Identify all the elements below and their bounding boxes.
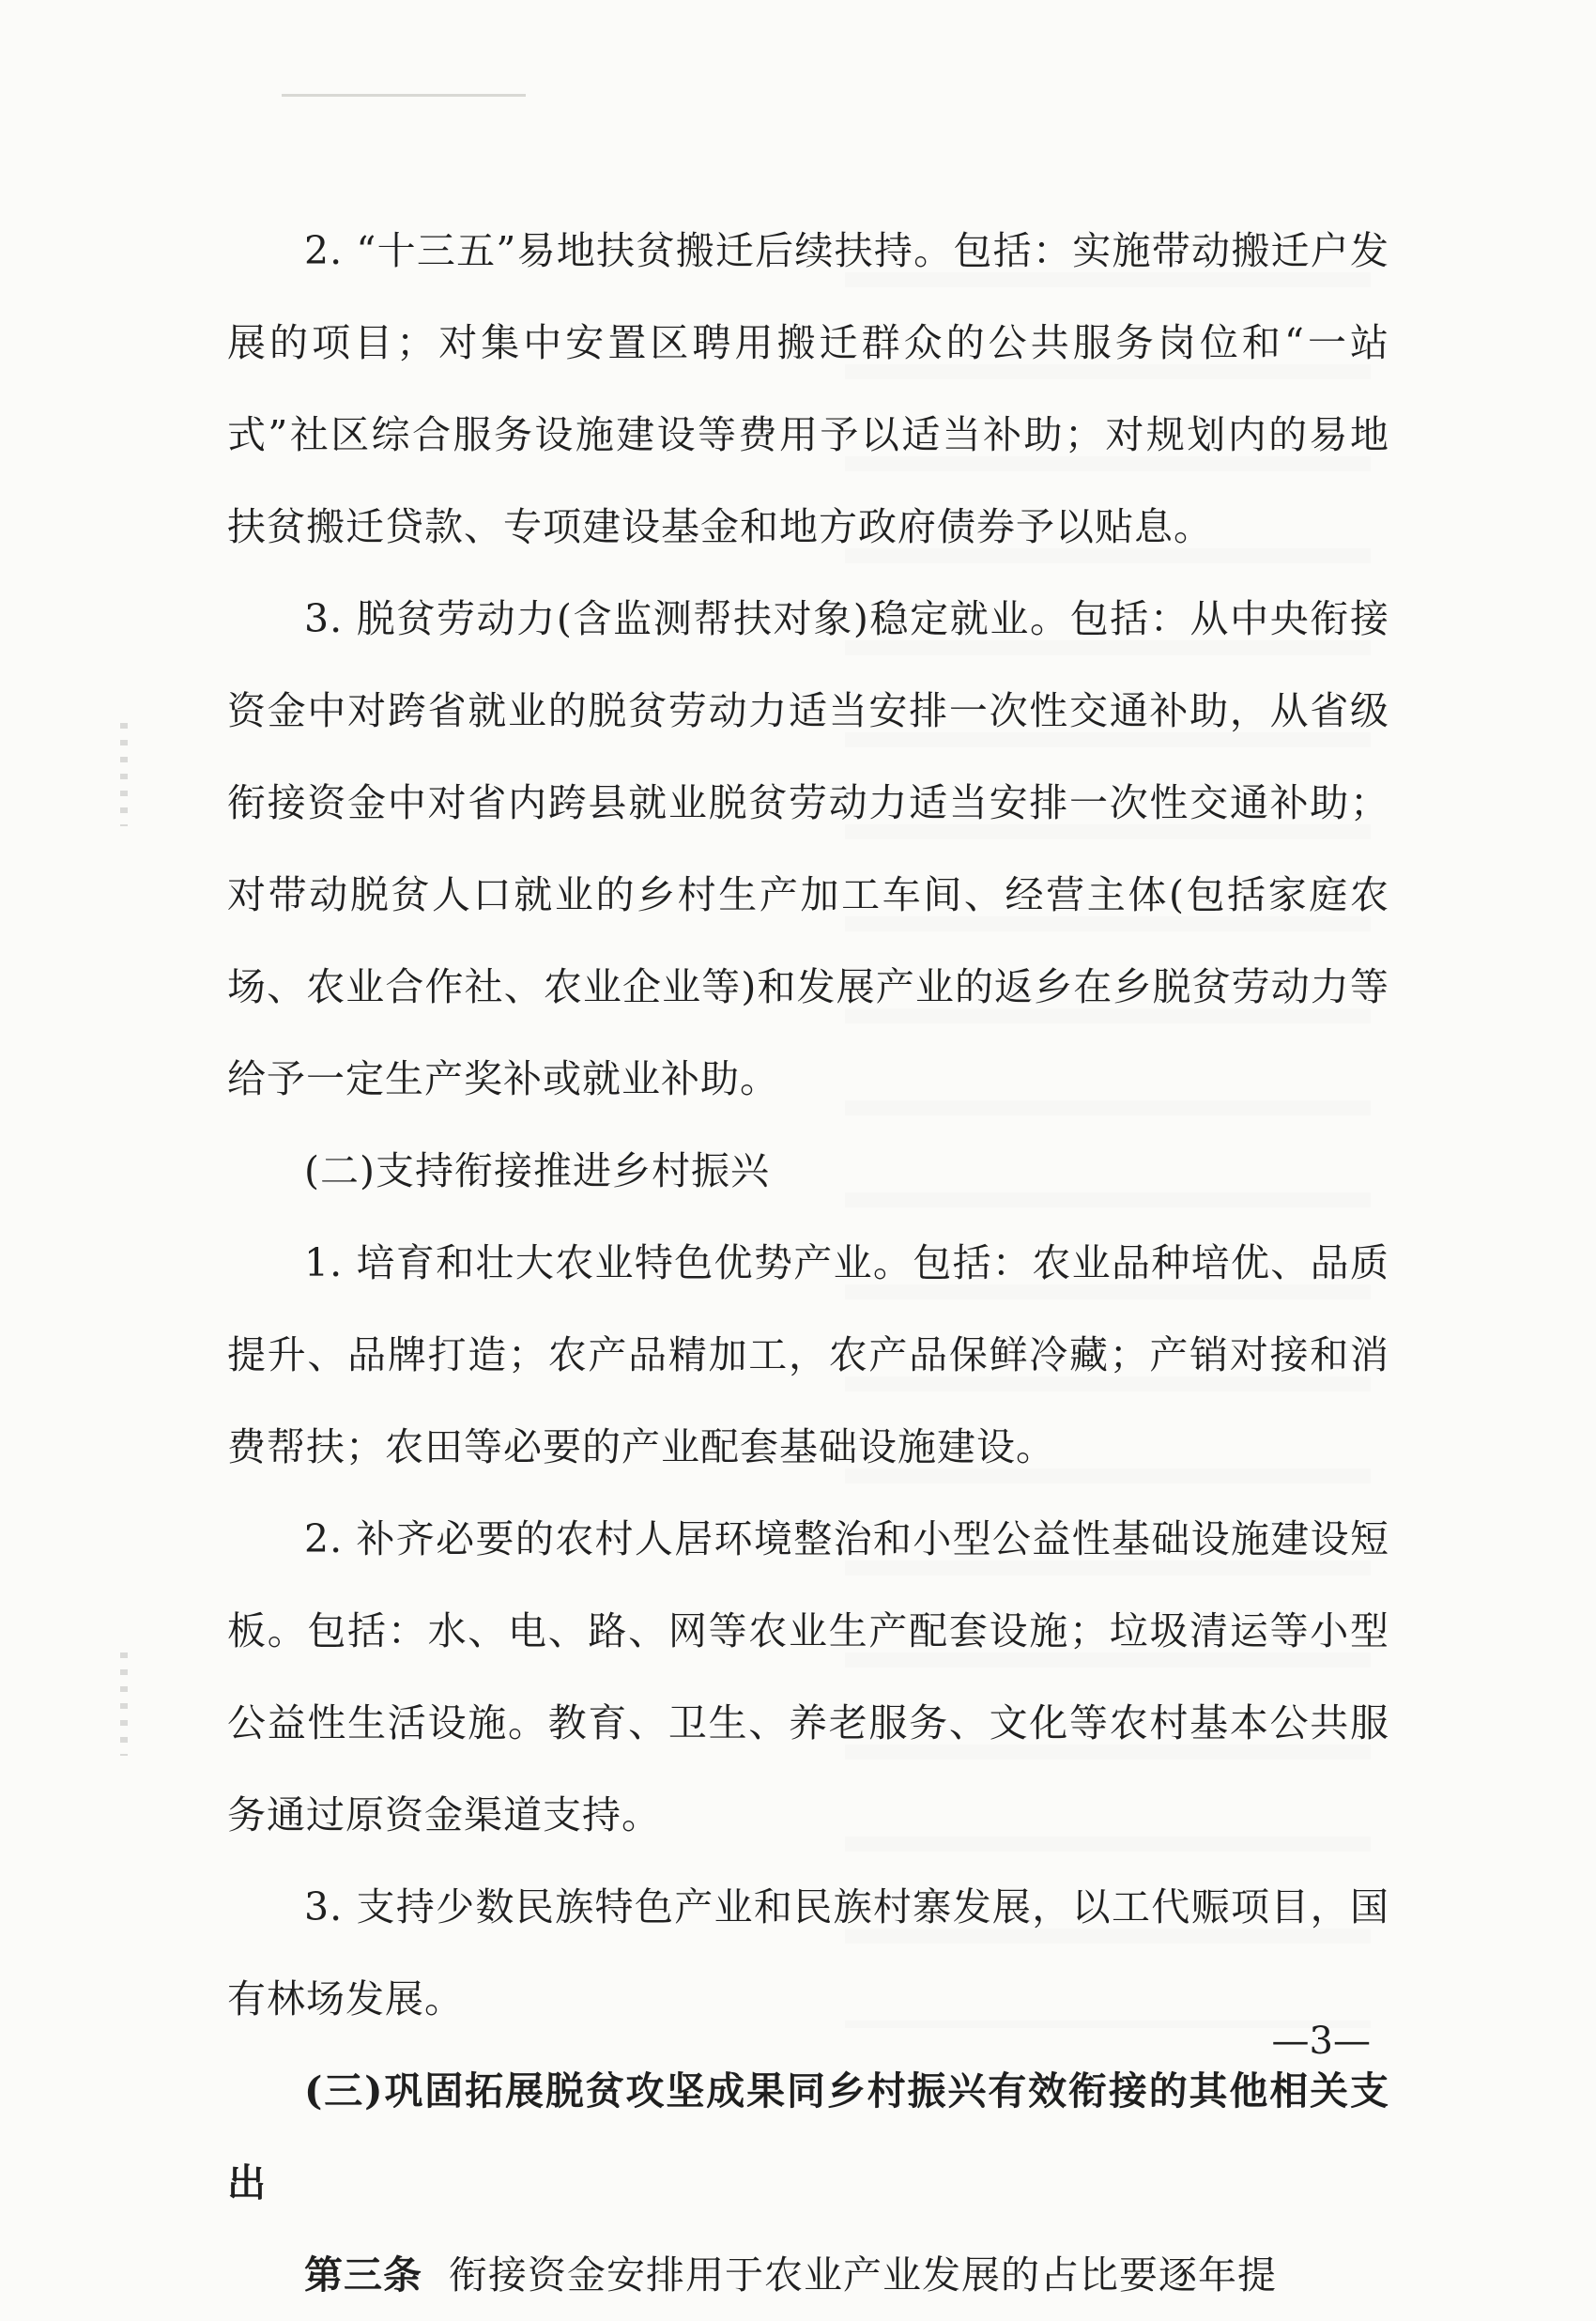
- scan-artifact-left-mark-lower: [120, 1652, 128, 1756]
- paragraph-rural-infrastructure: 2. 补齐必要的农村人居环境整治和小型公益性基础设施建设短板。包括：水、电、路、网等农业生产配套设施；垃圾清运等小型公益性生活设施。教育、卫生、养老服务、文化等农村基本公共服务通过原资金渠道支持。: [227, 1516, 1389, 1837]
- paragraph-stable-employment: 3. 脱贫劳动力(含监测帮扶对象)稳定就业。包括：从中央衔接资金中对跨省就业的脱贫劳动力适当安排一次性交通补助，从省级衔接资金中对省内跨县就业脱贫劳动力适当安排一次性交通补助；对带动脱贫人口就业的乡村生产加工车间、经营主体(包括家庭农场、农业合作社、农业企业等)和发展产业的返乡在乡脱贫劳动力等给予一定生产奖补或就业补助。: [227, 596, 1389, 1101]
- page-number: —3—: [1271, 2020, 1371, 2063]
- paragraph-agricultural-industry: 1. 培育和壮大农业特色优势产业。包括：农业品种培优、品质提升、品牌打造；农产品精加工，农产品保鲜冷藏；产销对接和消费帮扶；农田等必要的产业配套基础设施建设。: [227, 1240, 1389, 1469]
- article-three: [227, 2229, 1389, 2321]
- section-heading-other-expenditure: (三)巩固拓展脱贫攻坚成果同乡村振兴有效衔接的其他相关支出: [227, 2068, 1389, 2206]
- article-three-title: 第三条: [304, 2252, 422, 2298]
- document-body: [227, 205, 1389, 2321]
- article-three-text: 衔接资金安排用于农业产业发展的占比要逐年提: [449, 2252, 1277, 2298]
- section-heading-rural-revitalization: (二)支持衔接推进乡村振兴: [304, 1148, 770, 1193]
- scan-artifact-top-line: [282, 94, 526, 97]
- paragraph-relocation-support: 2. “十三五”易地扶贫搬迁后续扶持。包括：实施带动搬迁户发展的项目；对集中安置区聘用搬迁群众的公共服务岗位和“一站式”社区综合服务设施建设等费用予以适当补助；对规划内的易地扶贫搬迁贷款、专项建设基金和地方政府债券予以贴息。: [227, 228, 1389, 549]
- paragraph-ethnic-industry: 3. 支持少数民族特色产业和民族村寨发展，以工代赈项目，国有林场发展。: [227, 1884, 1389, 2021]
- scan-artifact-left-mark: [120, 723, 128, 826]
